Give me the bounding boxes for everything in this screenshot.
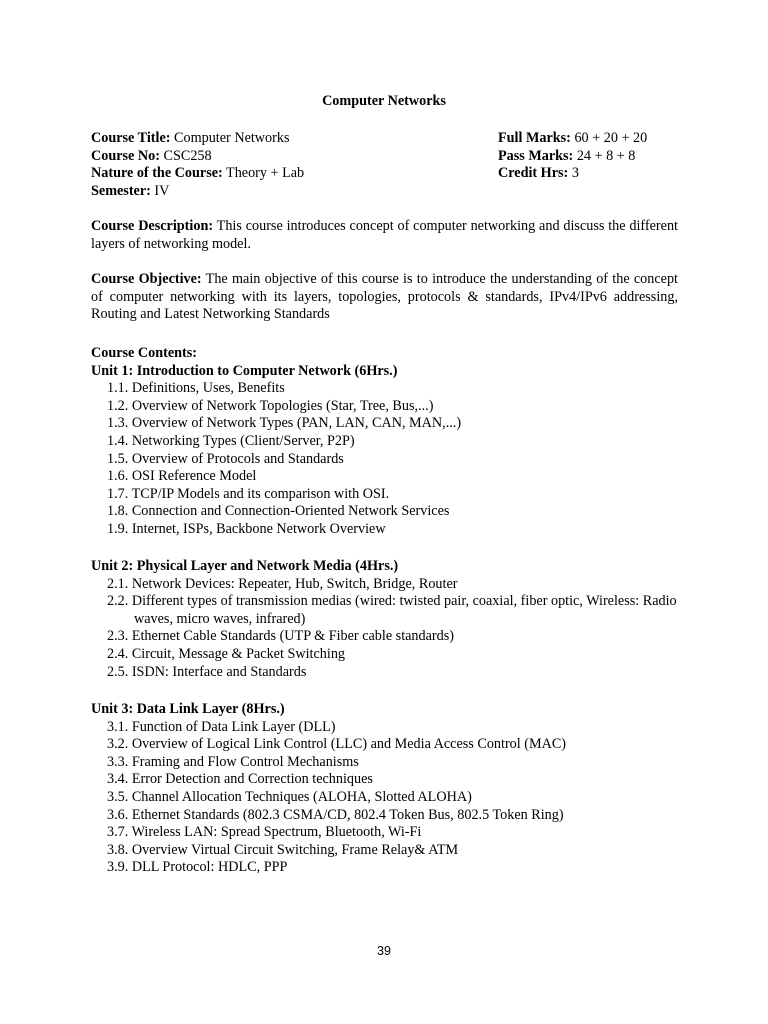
semester-value: IV [150,182,170,199]
list-item: 1.1. Definitions, Uses, Benefits [107,380,285,397]
info-row-2 [91,148,681,166]
course-objective-label: Course Objective: [91,271,202,287]
course-description-label: Course Description: [91,218,214,234]
page-title: Computer Networks [322,93,446,109]
info-row-1 [91,130,681,148]
list-item: 1.2. Overview of Network Topologies (Star, Tree, Bus,...) [107,397,434,414]
course-no-label: Course No: [91,147,160,164]
list-item: 2.1. Network Devices: Repeater, Hub, Switch, Bridge, Router [107,575,458,592]
list-item: 3.4. Error Detection and Correction techniques [107,771,373,788]
list-item: 3.7. Wireless LAN: Spread Spectrum, Bluetooth, Wi-Fi [107,824,422,841]
pass-marks-label: Pass Marks: [498,147,574,164]
course-title-label: Course Title: [91,130,171,146]
info-row-3 [91,165,681,183]
info-row-4 [91,183,681,201]
nature-label: Nature of the Course: [91,165,223,181]
full-marks-label: Full Marks: [498,130,571,146]
course-objective-text: The main objective of this course is to introduce the understanding of the concept of computer networking with its layers, topologies, protocols & standards, IPv4/IPv6 addressing, Routing and Latest Networking Standards [91,271,678,323]
nature-field [91,165,304,183]
list-item: 2.4. Circuit, Message & Packet Switching [107,645,346,662]
list-item: 1.5. Overview of Protocols and Standards [107,450,344,467]
list-item: 2.5. ISDN: Interface and Standards [107,663,307,680]
course-no-field [91,148,212,166]
list-item: 1.6. OSI Reference Model [107,468,257,485]
list-item: 3.9. DLL Protocol: HDLC, PPP [107,859,288,876]
course-contents-heading: Course Contents: [91,345,198,361]
course-description [91,218,678,253]
pass-marks-field [498,148,635,166]
course-description-text: This course introduces concept of computer networking and discuss the different layers of networking model. [91,218,678,252]
list-item: 3.5. Channel Allocation Techniques (ALOHA, Slotted ALOHA) [107,788,472,805]
unit-1-title: Unit 1: Introduction to Computer Network (6Hrs.) [91,362,398,379]
full-marks-field [498,130,647,148]
list-item: 3.8. Overview Virtual Circuit Switching, Frame Relay& ATM [107,841,459,858]
list-item: 1.7. TCP/IP Models and its comparison with OSI. [107,485,390,502]
list-item: 1.3. Overview of Network Types (PAN, LAN, CAN, MAN,...) [107,415,462,432]
semester-field [91,183,169,201]
course-title-field [91,130,290,148]
credit-hours-label: Credit Hrs: [498,165,569,181]
credit-hours-field [498,165,579,183]
nature-value: Theory + Lab [222,165,305,181]
course-objective [91,271,678,324]
list-item: 2.2. Different types of transmission medias (wired: twisted pair, coaxial, fiber optic, Wireless: Radio waves, micro waves, infrared) [107,593,677,627]
list-item: 1.4. Networking Types (Client/Server, P2P) [107,432,355,449]
unit-1-section [91,345,681,539]
credit-hours-value: 3 [568,165,579,181]
list-item: 2.3. Ethernet Cable Standards (UTP & Fiber cable standards) [107,628,454,645]
full-marks-value: 60 + 20 + 20 [570,130,648,146]
unit-2-title: Unit 2: Physical Layer and Network Media (4Hrs.) [91,558,399,574]
list-item: 3.6. Ethernet Standards (802.3 CSMA/CD, 802.4 Token Bus, 802.5 Token Ring) [107,806,564,823]
unit-2-section [91,558,681,681]
list-item: 3.2. Overview of Logical Link Control (LLC) and Media Access Control (MAC) [107,736,567,753]
semester-label: Semester: [91,182,151,199]
list-item: 3.3. Framing and Flow Control Mechanisms [107,753,359,770]
course-info [91,130,681,200]
unit-3-section [91,701,681,877]
list-item: 1.9. Internet, ISPs, Backbone Network Overview [107,520,386,537]
pass-marks-value: 24 + 8 + 8 [573,147,636,164]
list-item: 3.1. Function of Data Link Layer (DLL) [107,718,336,735]
page-number: 39 [377,944,391,958]
course-title-value: Computer Networks [170,130,290,146]
list-item: 1.8. Connection and Connection-Oriented Network Services [107,503,450,520]
unit-3-title: Unit 3: Data Link Layer (8Hrs.) [91,701,285,717]
course-no-value: CSC258 [159,147,212,164]
